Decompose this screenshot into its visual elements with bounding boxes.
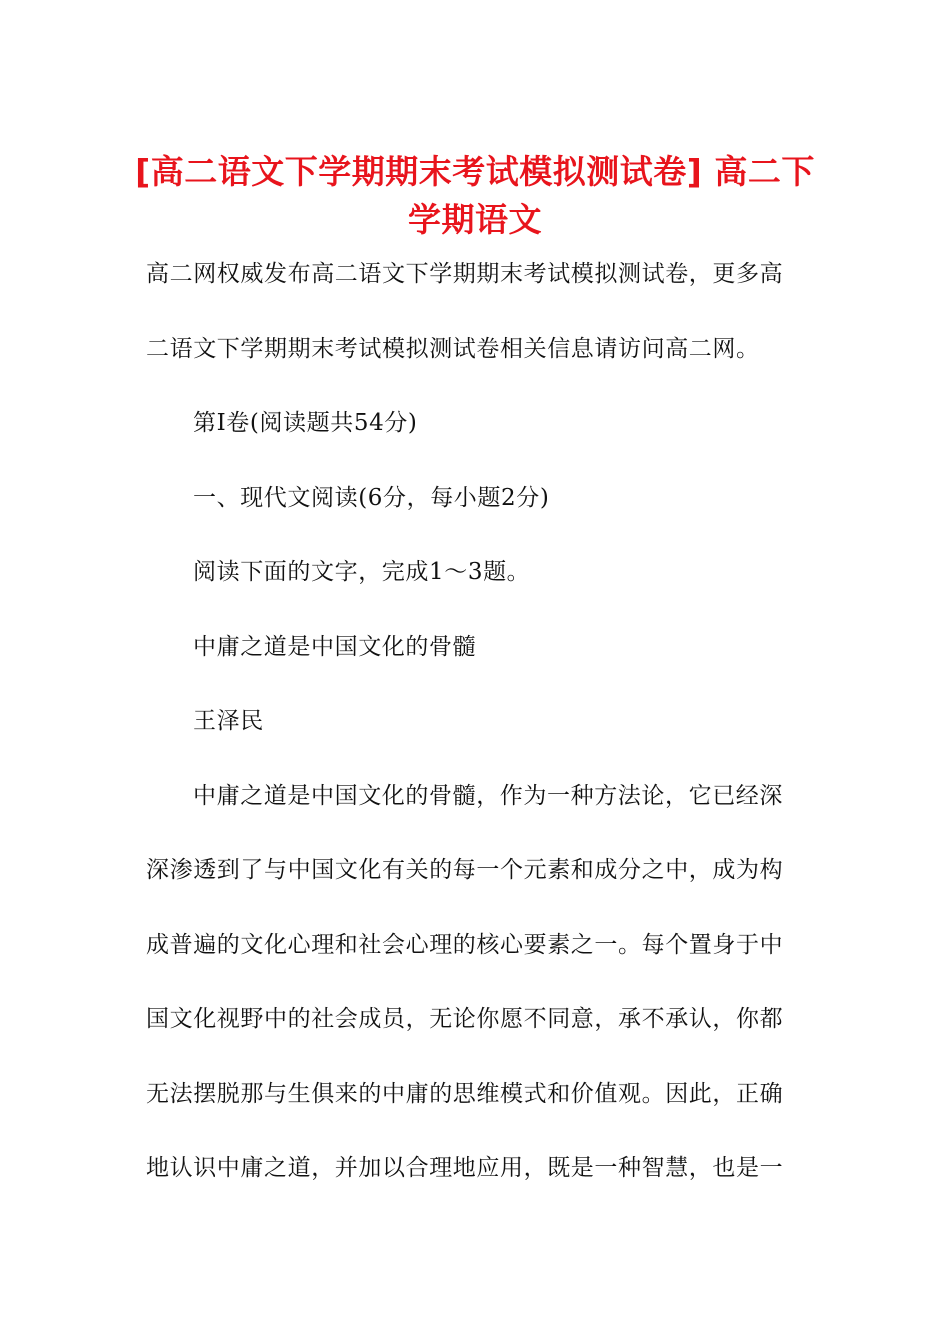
article-title: 中庸之道是中国文化的骨髓	[193, 633, 477, 660]
paragraph-line: 深渗透到了与中国文化有关的每一个元素和成分之中，成为构	[146, 857, 784, 883]
paragraph-line: 国文化视野中的社会成员，无论你愿不同意，承不承认，你都	[146, 1006, 784, 1032]
paragraph-line: 无法摆脱那与生俱来的中庸的思维模式和价值观。因此，正确	[146, 1080, 784, 1107]
article-author: 王泽民	[193, 708, 264, 734]
document-title: [高二语文下学期期末考试模拟测试卷] 高二下学期语文	[135, 152, 815, 239]
paragraph-line: 高二网权威发布高二语文下学期期末考试模拟测试卷，更多高	[146, 261, 784, 287]
instruction-line: 阅读下面的文字，完成1～3题。	[193, 559, 531, 585]
paragraph-line: 二语文下学期期末考试模拟测试卷相关信息请访问高二网。	[146, 335, 760, 362]
section-heading: 一、现代文阅读(6分，每小题2分)	[193, 484, 550, 511]
paragraph-line: 中庸之道是中国文化的骨髓，作为一种方法论，它已经深	[193, 782, 783, 809]
document-body	[146, 256, 796, 1225]
section-heading: 第Ⅰ卷(阅读题共54分)	[193, 410, 418, 436]
paragraph-line: 成普遍的文化心理和社会心理的核心要素之一。每个置身于中	[146, 931, 784, 958]
paragraph-line: 地认识中庸之道，并加以合理地应用，既是一种智慧，也是一	[146, 1155, 784, 1181]
